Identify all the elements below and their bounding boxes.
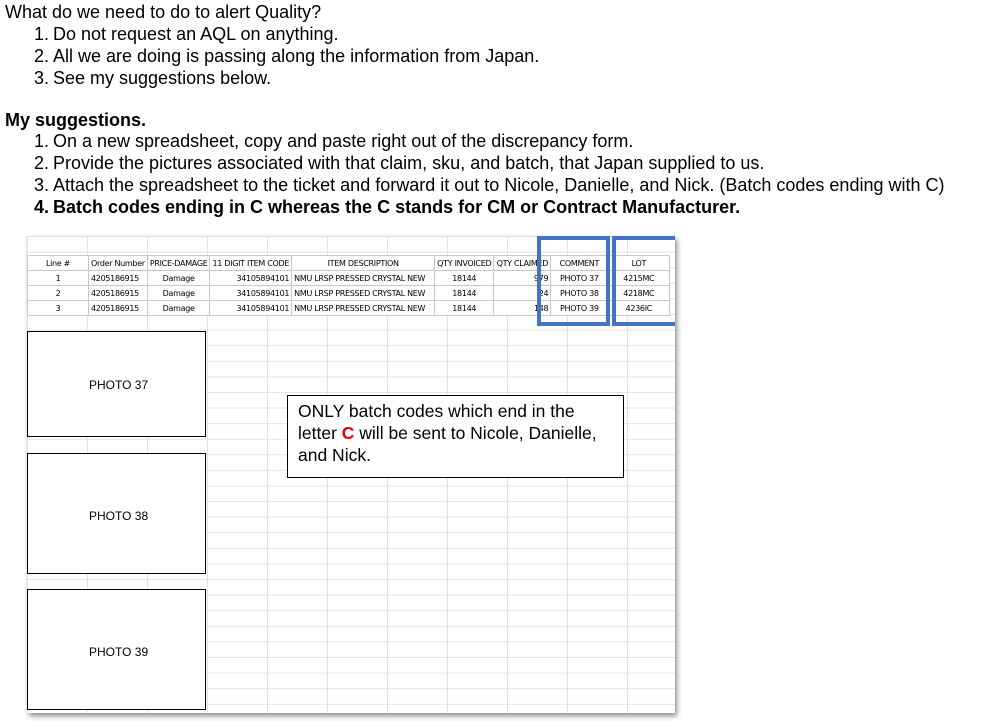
cell-item-code: 34105894101 [210, 271, 292, 286]
cell-price-damage: Damage [147, 286, 210, 301]
cell-comment: PHOTO 37 [551, 271, 608, 286]
spreadsheet-screenshot [27, 236, 675, 713]
cell-line: 3 [28, 301, 89, 316]
answer-list [33, 23, 540, 89]
cell-qty-invoiced: 18144 [435, 271, 494, 286]
list-item: 3. Attach the spreadsheet to the ticket and forward it out to Nicole, Danielle, and Nick. (Batch codes ending with C) [33, 175, 945, 195]
cell-lot: 4215MC [608, 271, 670, 286]
question-heading: What do we need to do to alert Quality? [5, 2, 322, 22]
photo-label: PHOTO 37 [89, 378, 149, 392]
cell-line: 1 [28, 271, 89, 286]
suggestions-list [33, 130, 945, 218]
list-item: 3. See my suggestions below. [33, 68, 272, 88]
list-item: 4. Batch codes ending in C whereas the C stands for CM or Contract Manufacturer. [33, 197, 741, 217]
cell-qty-claimed: 148 [494, 301, 551, 316]
list-item: 2. All we are doing is passing along the information from Japan. [33, 46, 540, 66]
cell-comment: PHOTO 39 [551, 301, 608, 316]
header-lot: LOT [608, 256, 670, 271]
photo-box [27, 589, 206, 710]
photo-label: PHOTO 38 [89, 509, 149, 523]
header-qty-claimed: QTY CLAIMED [494, 256, 551, 271]
header-price-damage: PRICE-DAMAGE [147, 256, 210, 271]
cell-line: 2 [28, 286, 89, 301]
cell-item-description: NMU LRSP PRESSED CRYSTAL NEW [292, 271, 435, 286]
cell-qty-claimed: 24 [494, 286, 551, 301]
list-item: 1. On a new spreadsheet, copy and paste right out of the discrepancy form. [33, 131, 634, 151]
cell-lot: 4218MC [608, 286, 670, 301]
cell-order-number: 4205186915 [89, 271, 148, 286]
header-line: Line # [28, 256, 89, 271]
cell-item-description: NMU LRSP PRESSED CRYSTAL NEW [292, 286, 435, 301]
cell-qty-invoiced: 18144 [435, 286, 494, 301]
header-qty-invoiced: QTY INVOICED [435, 256, 494, 271]
cell-qty-invoiced: 18144 [435, 301, 494, 316]
cell-order-number: 4205186915 [89, 286, 148, 301]
list-item: 1. Do not request an AQL on anything. [33, 24, 339, 44]
header-item-description: ITEM DESCRIPTION [292, 256, 435, 271]
header-order-number: Order Number [89, 256, 148, 271]
photo-label: PHOTO 39 [89, 645, 149, 659]
header-item-code: 11 DIGIT ITEM CODE [210, 256, 292, 271]
lot-column-highlight [612, 236, 675, 326]
comment-column-highlight [537, 236, 610, 326]
cell-item-code: 34105894101 [210, 301, 292, 316]
header-comment: COMMENT [551, 256, 608, 271]
batch-code-note: ONLY batch codes which end in the letter C will be sent to Nicole, Danielle, and Nick. [287, 395, 624, 478]
cell-item-code: 34105894101 [210, 286, 292, 301]
cell-comment: PHOTO 38 [551, 286, 608, 301]
suggestions-heading: My suggestions. [5, 110, 147, 130]
list-item: 2. Provide the pictures associated with that claim, sku, and batch, that Japan supplied to us. [33, 153, 765, 173]
photo-box [27, 331, 206, 437]
cell-qty-claimed: 979 [494, 271, 551, 286]
cell-order-number: 4205186915 [89, 301, 148, 316]
highlight-letter: C [341, 423, 355, 443]
cell-lot: 4236IC [608, 301, 670, 316]
photo-box [27, 453, 206, 574]
cell-price-damage: Damage [147, 301, 210, 316]
cell-price-damage: Damage [147, 271, 210, 286]
cell-item-description: NMU LRSP PRESSED CRYSTAL NEW [292, 301, 435, 316]
